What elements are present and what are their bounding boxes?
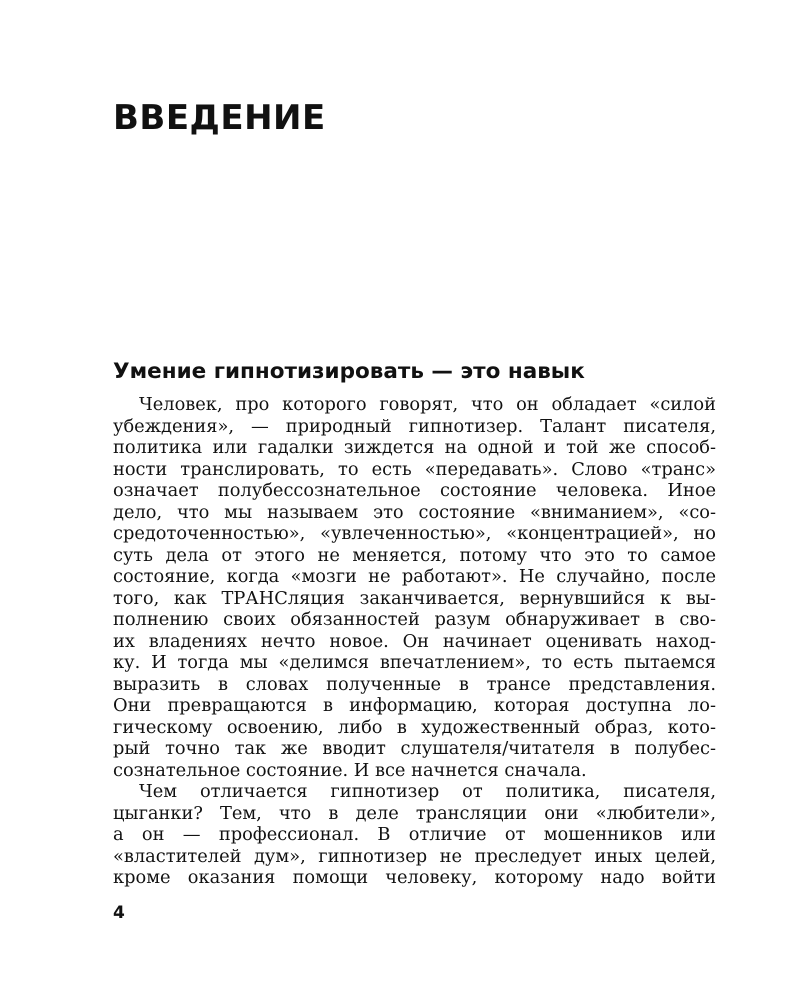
text-line: гическому освоению, либо в художественный образ, кото- bbox=[113, 716, 716, 738]
body-text bbox=[113, 394, 716, 889]
text-line: кроме оказания помощи человеку, которому надо войти bbox=[113, 867, 716, 888]
chapter-title: ВВЕДЕНИЕ bbox=[113, 98, 326, 138]
text-line: убеждения», — природный гипнотизер. Талант писателя, bbox=[113, 415, 716, 437]
text-line: средоточенностью», «увлеченностью», «концентрацией», но bbox=[113, 523, 716, 544]
text-line: суть дела от этого не меняется, потому что это то самое bbox=[113, 544, 716, 566]
text-line: Они превращаются в информацию, которая доступна ло- bbox=[113, 695, 716, 716]
text-line: их владениях нечто новое. Он начинает оценивать наход- bbox=[113, 630, 716, 652]
text-line: ку. И тогда мы «делимся впечатлением», то есть пытаемся bbox=[113, 652, 716, 673]
text-line: того, как ТРАНСляция заканчивается, вернувшийся к вы- bbox=[113, 587, 716, 609]
text-line: сознательное состояние. И все начнется сначала. bbox=[113, 759, 587, 781]
text-line: выразить в словах полученные в трансе представления. bbox=[113, 673, 716, 695]
page-number: 4 bbox=[113, 903, 125, 923]
text-line: политика или гадалки зиждется на одной и той же способ- bbox=[113, 437, 716, 458]
text-line: означает полубессознательное состояние человека. Иное bbox=[113, 480, 716, 501]
text-line: а он — профессионал. В отличие от мошенников или bbox=[113, 824, 716, 845]
text-line: полнению своих обязанностей разум обнаруживает в сво- bbox=[113, 609, 716, 630]
text-line: рый точно так же вводит слушателя/читателя в полубес- bbox=[113, 738, 716, 759]
text-line: состояние, когда «мозги не работают». Не случайно, после bbox=[113, 566, 716, 587]
section-title: Умение гипнотизировать — это навык bbox=[113, 359, 585, 384]
text-line: цыганки? Тем, что в деле трансляции они «любители», bbox=[113, 802, 716, 824]
text-line: Человек, про которого говорят, что он обладает «силой bbox=[139, 394, 716, 415]
text-line: «властителей дум», гипнотизер не преследует иных целей, bbox=[113, 845, 716, 867]
text-line: ности транслировать, то есть «передавать». Слово «транс» bbox=[113, 458, 716, 480]
text-line: Чем отличается гипнотизер от политика, писателя, bbox=[139, 781, 716, 802]
text-line: дело, что мы называем это состояние «вниманием», «со- bbox=[113, 501, 716, 523]
